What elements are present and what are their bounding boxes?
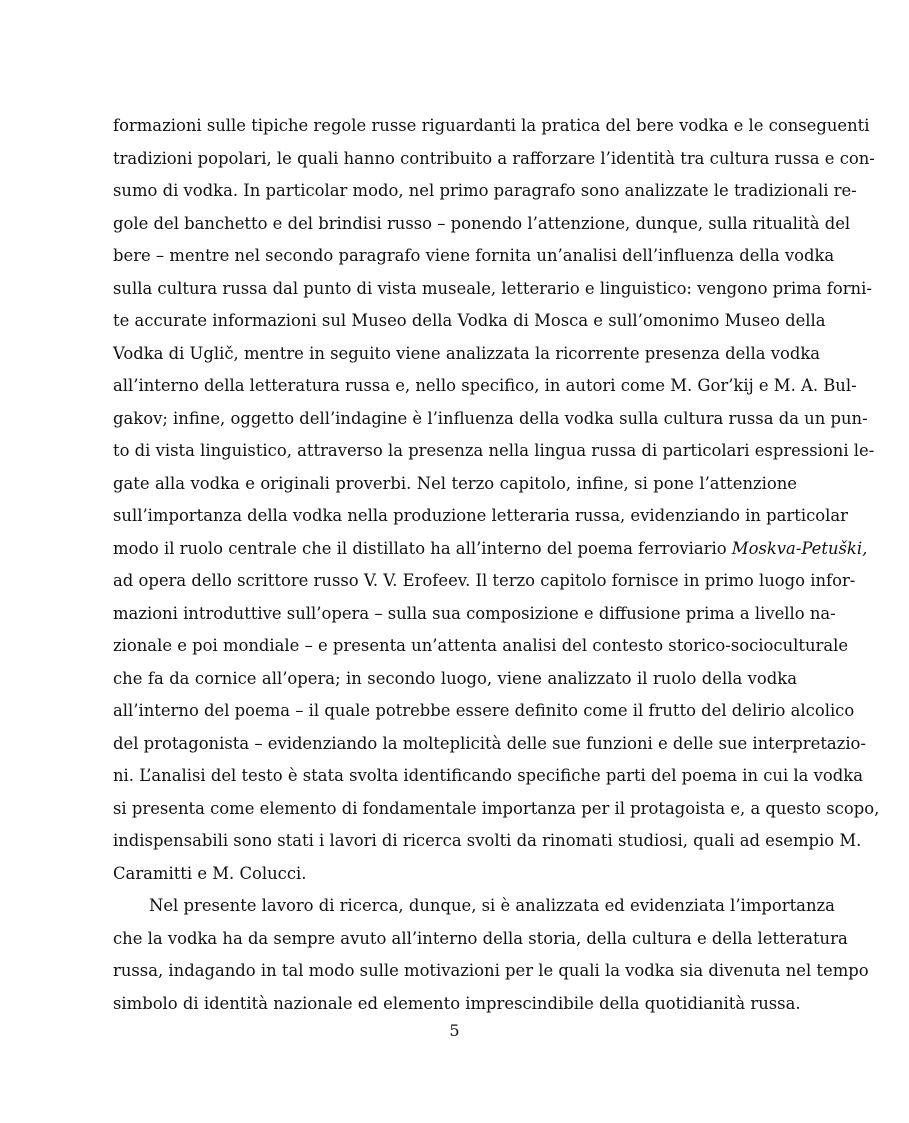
text-line: si presenta come elemento di fondamentale importanza per il protagoista e, a questo scopo, bbox=[113, 798, 880, 818]
page-number: 5 bbox=[449, 1021, 460, 1040]
text-line: gole del banchetto e del brindisi russo – ponendo l’attenzione, dunque, sulla ritualità del bbox=[113, 213, 851, 233]
text-line: tradizioni popolari, le quali hanno contribuito a rafforzare l’identità tra cultura russa e con- bbox=[113, 148, 875, 168]
text-segment: modo il ruolo centrale che il distillato ha all’interno del poema ferroviario bbox=[113, 538, 732, 558]
text-line: bere – mentre nel secondo paragrafo viene fornita un’analisi dell’influenza della vodka bbox=[113, 246, 835, 265]
body-text bbox=[113, 110, 880, 1020]
text-line: all’interno del poema – il quale potrebbe essere definito come il frutto del delirio alcolico bbox=[113, 701, 855, 720]
text-line: che fa da cornice all’opera; in secondo luogo, viene analizzato il ruolo della vodka bbox=[113, 668, 797, 688]
paragraph-2 bbox=[113, 890, 869, 1020]
text-line: ni. L’analisi del testo è stata svolta identificando specifiche parti del poema in cui la vodka bbox=[113, 766, 863, 785]
text-line: Vodka di Uglič, mentre in seguito viene analizzata la ricorrente presenza della vodka bbox=[113, 343, 821, 363]
text-line: indispensabili sono stati i lavori di ricerca svolti da rinomati studiosi, quali ad esempio M. bbox=[113, 831, 862, 850]
text-line: Nel presente lavoro di ricerca, dunque, si è analizzata ed evidenziata l’importanza bbox=[149, 896, 835, 915]
paragraph-1 bbox=[113, 110, 880, 890]
text-line: del protagonista – evidenziando la molteplicità delle sue funzioni e delle sue interpretazio- bbox=[113, 733, 866, 753]
text-line bbox=[113, 533, 868, 566]
text-line: gate alla vodka e originali proverbi. Nel terzo capitolo, infine, si pone l’attenzione bbox=[113, 473, 797, 493]
text-line: te accurate informazioni sul Museo della Vodka di Mosca e sull’omonimo Museo della bbox=[113, 311, 826, 330]
text-line: ad opera dello scrittore russo V. V. Erofeev. Il terzo capitolo fornisce in primo luogo infor- bbox=[113, 571, 856, 590]
text-line: all’interno della letteratura russa e, nello specifico, in autori come M. Gor’kij e M. A. Bul- bbox=[113, 376, 857, 395]
text-line: sulla cultura russa dal punto di vista museale, letterario e linguistico: vengono prima forni- bbox=[113, 278, 872, 298]
text-line: sull’importanza della vodka nella produzione letteraria russa, evidenziando in particolar bbox=[113, 506, 848, 525]
text-line: to di vista linguistico, attraverso la presenza nella lingua russa di particolari espressioni le- bbox=[113, 441, 875, 460]
text-line: gakov; infine, oggetto dell’indagine è l’influenza della vodka sulla cultura russa da un pun- bbox=[113, 408, 868, 428]
text-line: che la vodka ha da sempre avuto all’interno della storia, della cultura e della letteratura bbox=[113, 928, 848, 948]
text-line: russa, indagando in tal modo sulle motivazioni per le quali la vodka sia divenuta nel tempo bbox=[113, 961, 869, 980]
text-line: Caramitti e M. Colucci. bbox=[113, 863, 307, 883]
work-title: Moskva-Petuški, bbox=[731, 538, 868, 558]
text-line: simbolo di identità nazionale ed elemento imprescindibile della quotidianità russa. bbox=[113, 993, 801, 1013]
text-line: sumo di vodka. In particolar modo, nel primo paragrafo sono analizzate le tradizionali re- bbox=[113, 181, 857, 200]
text-line: zionale e poi mondiale – e presenta un’attenta analisi del contesto storico-socioculturale bbox=[113, 636, 849, 655]
text-line: formazioni sulle tipiche regole russe riguardanti la pratica del bere vodka e le conseguenti bbox=[113, 116, 870, 135]
text-line: mazioni introduttive sull’opera – sulla sua composizione e diffusione prima a livello na- bbox=[113, 603, 836, 623]
